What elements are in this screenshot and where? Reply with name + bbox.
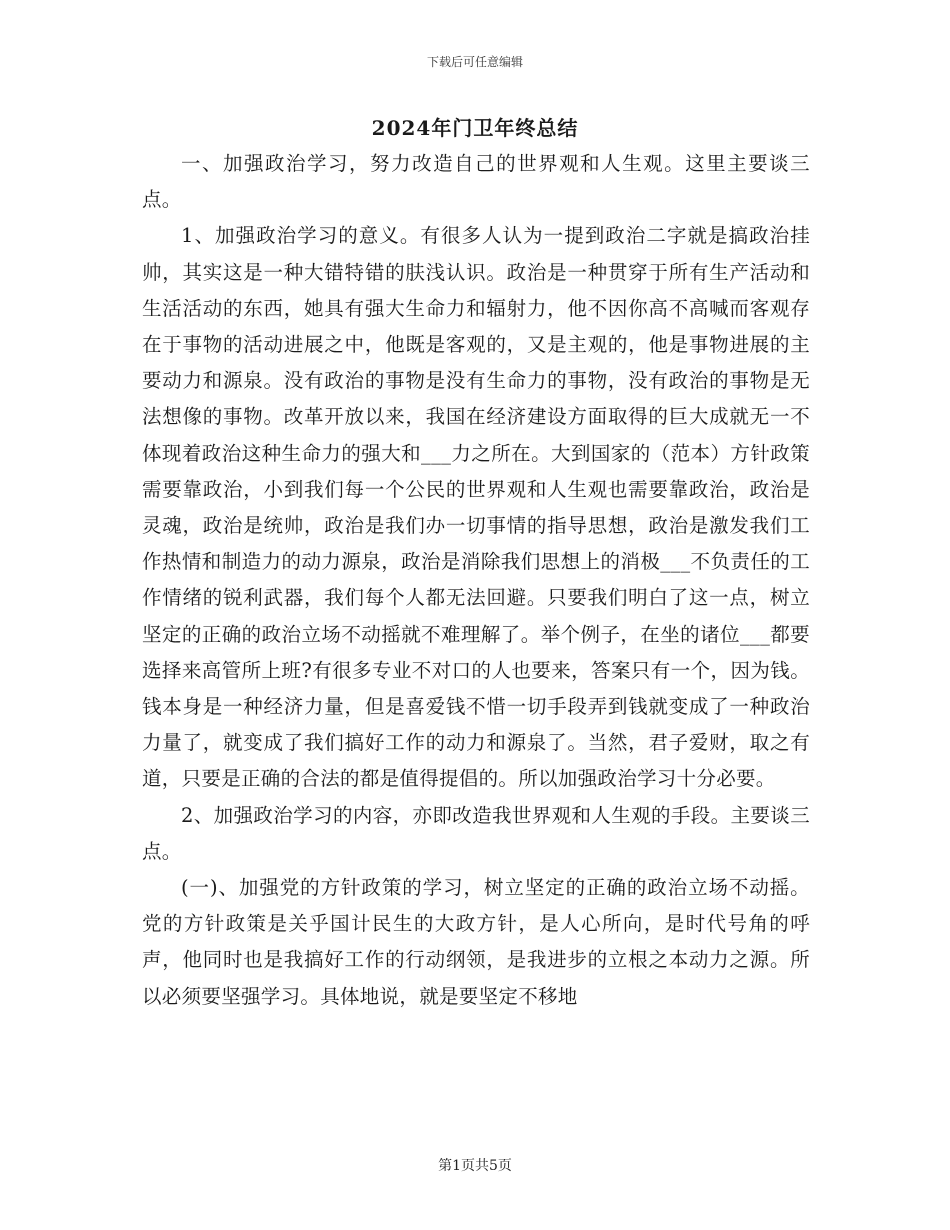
- paragraph-significance: 1、加强政治学习的意义。有很多人认为一提到政治二字就是搞政治挂帅，其实这是一种大错特错的肤浅认识。政治是一种贯穿于所有生产活动和生活活动的东西，她具有强大生命力和辐射力，他不因你高不高喊而客观存在于事物的活动进展之中，他既是客观的，又是主观的，他是事物进展的主要动力和源泉。没有政治的事物是没有生命力的事物，没有政治的事物是无法想像的事物。改革开放以来，我国在经济建设方面取得的巨大成就无一不体现着政治这种生命力的强大和___力之所在。大到国家的（范本）方针政策需要靠政治，小到我们每一个公民的世界观和人生观也需要靠政治，政治是灵魂，政治是统帅，政治是我们办一切事情的指导思想，政治是激发我们工作热情和制造力的动力源泉，政治是消除我们思想上的消极___不负责任的工作情绪的锐利武器，我们每个人都无法回避。只要我们明白了这一点，树立坚定的正确的政治立场不动摇就不难理解了。举个例子，在坐的诸位___都要选择来高管所上班?有很多专业不对口的人也要来，答案只有一个，因为钱。钱本身是一种经济力量，但是喜爱钱不惜一切手段弄到钱就变成了一种政治力量了，就变成了我们搞好工作的动力和源泉了。当然，君子爱财，取之有道，只要是正确的合法的都是值得提倡的。所以加强政治学习十分必要。: [142, 224, 810, 791]
- document-title: 2024年门卫年终总结: [371, 116, 579, 140]
- page-number: 第1页共5页: [438, 1158, 512, 1174]
- paragraph-party-policy: (一)、加强党的方针政策的学习，树立坚定的正确的政治立场不动摇。党的方针政策是关乎国计民生的大政方针，是人心所向，是时代号角的呼声，他同时也是我搞好工作的行动纲领，是我进步的立根之本动力之源。所以必须要坚强学习。具体地说，就是要坚定不移地: [142, 876, 810, 1008]
- document-body: [142, 146, 810, 1015]
- page-header: 下载后可任意编辑: [426, 55, 523, 69]
- paragraph-content: 2、加强政治学习的内容，亦即改造我世界观和人生观的手段。主要谈三点。: [142, 803, 810, 863]
- paragraph-section-one: 一、加强政治学习，努力改造自己的世界观和人生观。这里主要谈三点。: [142, 152, 810, 212]
